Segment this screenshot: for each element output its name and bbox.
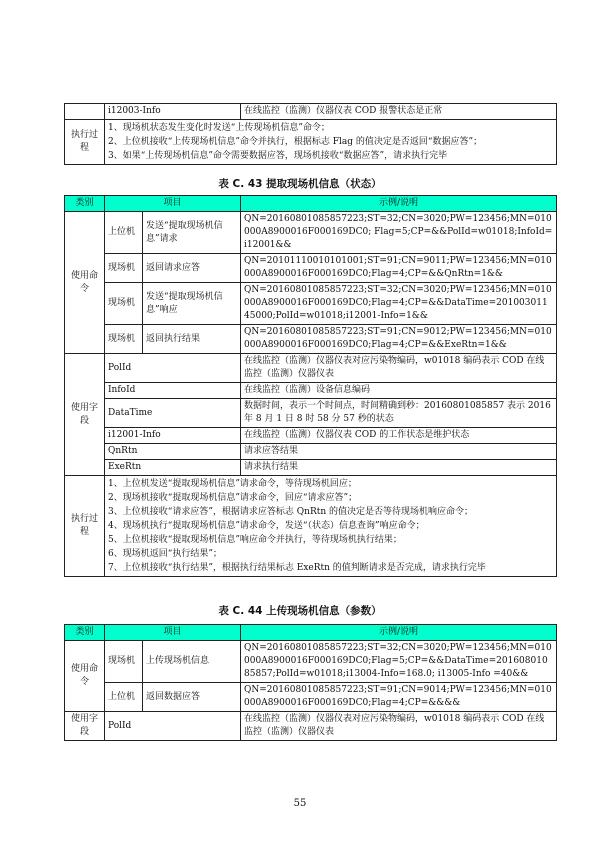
command-row <box>65 683 557 712</box>
info-desc: 在线监控（监测）仪器仪表 COD 报警状态是正常 <box>241 104 557 120</box>
field-row <box>65 428 557 444</box>
process-step: 7、上位机接收“执行结果”，根据执行结果标志 ExeRtn 的值判断请求是否完成，请求执行完毕 <box>108 563 486 573</box>
process-step: 2、现场机接收“提取现场机信息”请求命令，回应“请求应答”； <box>108 493 358 503</box>
command-role: 上位机 <box>105 683 143 712</box>
command-name: 发送“提取现场机信息”请求 <box>143 212 241 254</box>
table-header <box>65 625 557 641</box>
process-steps <box>105 120 557 165</box>
header-item: 项目 <box>105 625 241 641</box>
command-category: 使用命令 <box>65 641 105 712</box>
command-example: QN=20101110010101001;ST=91;CN=9011;PW=123456;MN=010000A8900016F000169DC0;Flag=4;CP=&&QnRtn=1&& <box>241 254 557 283</box>
command-role: 现场机 <box>105 283 143 325</box>
process-step: 5、上位机接收“提取现场机信息”响应命令并执行，等待现场机执行结果； <box>108 535 402 545</box>
field-desc: 在线监控（监测）仪器仪表对应污染物编码，w01018 编码表示 COD 在线监控（监测）仪器仪表 <box>241 712 557 741</box>
table-c43-caption: 表 C. 43 提取现场机信息（状态） <box>218 178 382 190</box>
table-c44-caption: 表 C. 44 上传现场机信息（参数） <box>218 605 382 617</box>
empty-cell <box>65 104 105 120</box>
command-role: 上位机 <box>105 212 143 254</box>
command-category: 使用命令 <box>65 212 105 354</box>
field-name: PolId <box>105 354 241 383</box>
field-desc: 请求执行结果 <box>241 460 557 476</box>
process-steps <box>105 476 557 577</box>
process-row <box>65 120 557 165</box>
field-desc: 在线监控（监测）设备信息编码 <box>241 383 557 399</box>
top-table <box>64 103 557 165</box>
info-row <box>65 104 557 120</box>
field-desc: 在线监控（监测）仪器仪表对应污染物编码，w01018 编码表示 COD 在线监控（监测）仪器仪表 <box>241 354 557 383</box>
command-role: 现场机 <box>105 325 143 354</box>
fields-category: 使用字段 <box>65 354 105 476</box>
field-row <box>65 444 557 460</box>
header-desc: 示例/说明 <box>241 625 557 641</box>
field-name: DataTime <box>105 399 241 428</box>
process-row <box>65 476 557 577</box>
command-name: 返回请求应答 <box>143 254 241 283</box>
process-category: 执行过程 <box>65 120 105 165</box>
field-name: PolId <box>105 712 241 741</box>
command-row <box>65 212 557 254</box>
command-row <box>65 325 557 354</box>
header-category: 类别 <box>65 625 105 641</box>
process-step: 3、上位机接收“请求应答”，根据请求应答标志 QnRtn 的值决定是否等待现场机响应命令； <box>108 507 474 517</box>
command-role: 现场机 <box>105 254 143 283</box>
command-name: 上传现场机信息 <box>143 641 241 683</box>
process-step: 1、现场机状态发生变化时发送“上传现场机信息”命令； <box>108 123 330 133</box>
field-row <box>65 354 557 383</box>
process-step: 4、现场机执行“提取现场机信息”请求命令，发送“（状态）信息查询”响应命令； <box>108 521 425 531</box>
field-desc: 数据时间，表示一个时间点，时间精确到秒：20160801085857 表示 2016 年 8 月 1 日 8 时 58 分 57 秒的状态 <box>241 399 557 428</box>
command-name: 返回数据应答 <box>143 683 241 712</box>
field-row <box>65 399 557 428</box>
field-name: InfoId <box>105 383 241 399</box>
field-name: QnRtn <box>105 444 241 460</box>
process-step: 2、上位机接收“上传现场机信息”命令并执行，根据标志 Flag 的值决定是否返回“数据应答”； <box>108 137 483 147</box>
process-category: 执行过程 <box>65 476 105 577</box>
command-example: QN=20160801085857223;ST=32;CN=3020;PW=123456;MN=010000A8900016F000169DC0; Flag=5;CP=&&PolId=w01018;InfoId=i12001&& <box>241 212 557 254</box>
header-item: 项目 <box>105 196 241 212</box>
field-row <box>65 383 557 399</box>
command-example: QN=20160801085857223;ST=91;CN=9012;PW=123456;MN=010000A8900016F000169DC0;Flag=4;CP=&&ExeRtn=1&& <box>241 325 557 354</box>
field-name: ExeRtn <box>105 460 241 476</box>
table-c44 <box>64 624 557 741</box>
process-step: 3、如果“上传现场机信息”命令需要数据应答，现场机接收“数据应答”，请求执行完毕 <box>108 151 448 161</box>
command-row <box>65 283 557 325</box>
command-name: 发送“提取现场机信息”响应 <box>143 283 241 325</box>
info-item: i12003-Info <box>105 104 241 120</box>
fields-category: 使用字段 <box>65 712 105 741</box>
table-header <box>65 196 557 212</box>
command-row <box>65 254 557 283</box>
field-desc: 请求应答结果 <box>241 444 557 460</box>
page-number: 55 <box>293 798 307 809</box>
command-row <box>65 641 557 683</box>
process-step: 1、上位机发送“提取现场机信息”请求命令，等待现场机回应； <box>108 479 357 489</box>
header-desc: 示例/说明 <box>241 196 557 212</box>
field-name: i12001-Info <box>105 428 241 444</box>
command-example: QN=20160801085857223;ST=32;CN=3020;PW=123456;MN=010000A8900016F000169DC0;Flag=4;CP=&&DataTime=20100301145000;PolId=w01018;i12001-Info=1&& <box>241 283 557 325</box>
table-c43 <box>64 195 557 577</box>
command-example: QN=20160801085857223;ST=91;CN=9014;PW=123456;MN=010000A8900016F000169DC0;Flag=4;CP=&&&& <box>241 683 557 712</box>
command-example: QN=20160801085857223;ST=32;CN=3020;PW=123456;MN=010000A8900016F000169DC0;Flag=5;CP=&&DataTime=20160801085857;PolId=w01018;i13004-Info=168.0; i13005-Info =40&& <box>241 641 557 683</box>
field-desc: 在线监控（监测）仪器仪表 COD 的工作状态是维护状态 <box>241 428 557 444</box>
command-role: 现场机 <box>105 641 143 683</box>
field-row <box>65 460 557 476</box>
process-step: 6、现场机返回“执行结果”； <box>108 549 222 559</box>
header-category: 类别 <box>65 196 105 212</box>
command-name: 返回执行结果 <box>143 325 241 354</box>
field-row <box>65 712 557 741</box>
